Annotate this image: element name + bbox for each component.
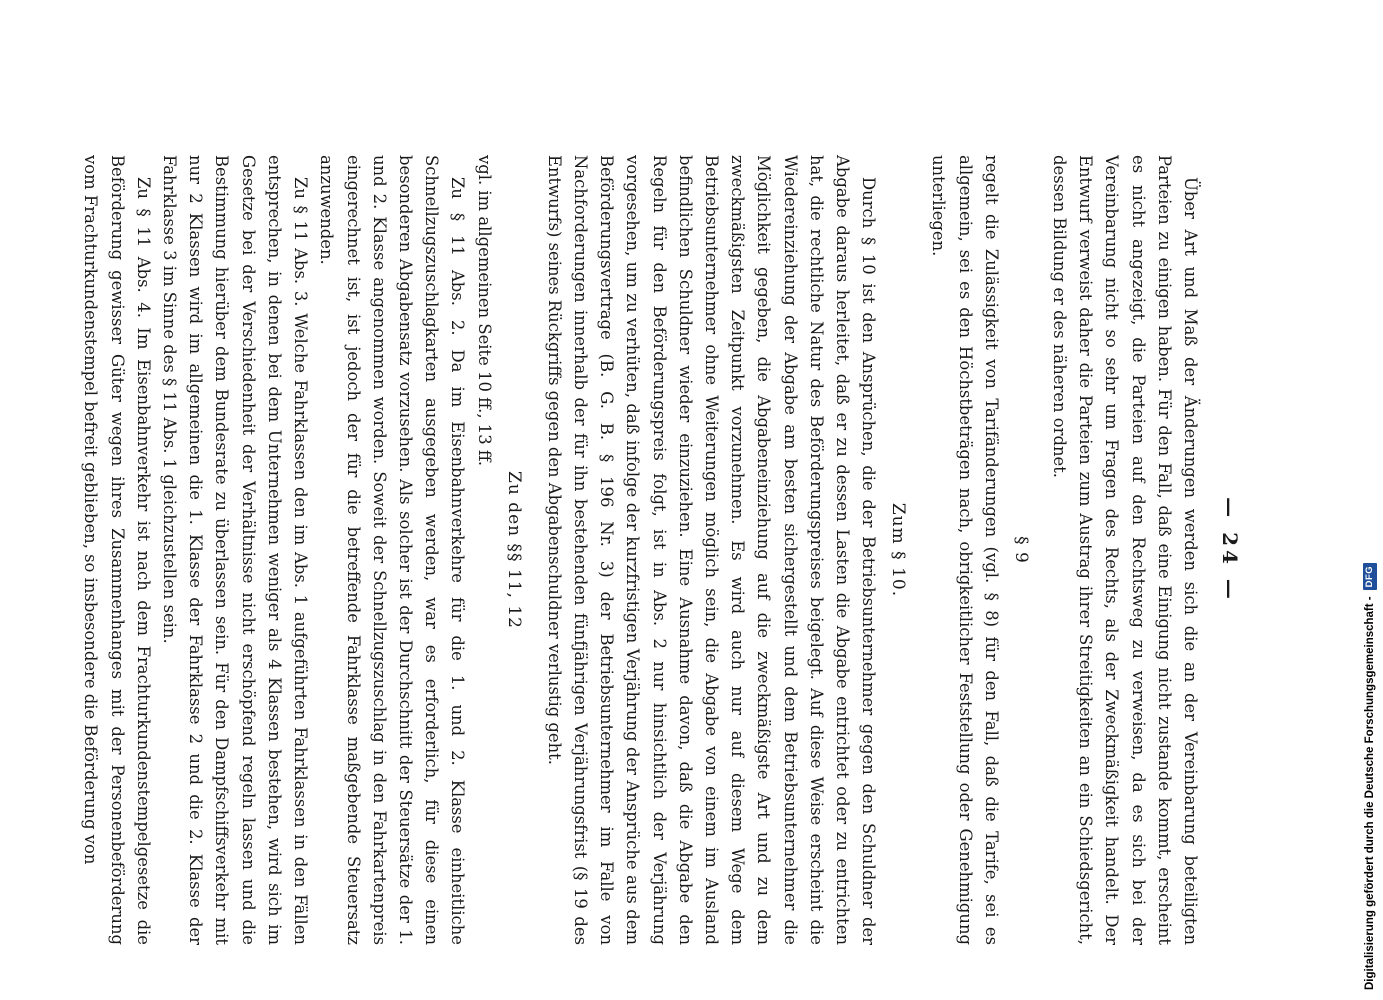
- paragraph-section-11-abs-2: Zu § 11 Abs. 2. Da im Eisenbahnverkehre für die 1. und 2. Klasse einheitliche Schnellzugszuschlagkarten ausgegeben werden, war es erforderlich, für diese einen besonderen Abgabensatz vorzusehen. Als solcher ist der Durchschnitt der Steuersätze der 1. und 2. Klasse angenommen worden. Soweit der Schnellzugszuschlag in den Fahrkartenpreis eingerechnet ist, ist jedoch der für die betreffende Fahrklasse maßgebende Steuersatz anzuwenden.: [317, 155, 468, 945]
- paragraph-section-9: regelt die Zulässigkeit von Tarifänderungen (vgl. § 8) für den Fall, daß die Tarife, sei es allgemein, sei es den Höchstbeträgen nach, obrigkeitlicher Feststellung oder Genehmigung unterliegen.: [929, 155, 1001, 945]
- digitization-credit: [1360, 10, 1380, 990]
- paragraph-reference: vgl. im allgemeinen Seite 10 ff., 13 ff.: [474, 155, 494, 467]
- document-page: [81, 155, 1245, 945]
- section-heading-10: Zum § 10.: [888, 502, 909, 598]
- paragraph-changes-agreement: Über Art und Maß der Änderungen werden sich die an der Vereinbarung beteiligten Parteien zu einigen haben. Für den Fall, daß eine Einigung nicht zustande kommt, erscheint es nicht angezeigt, die Parteien auf den Rechtsweg zu verweisen, da es sich bei der Vereinbarung nicht so sehr um Fragen des Rechts, als der Zweckmäßigkeit handelt. Der Entwurf verweist daher die Parteien zum Austrag ihrer Streitigkeiten an ein Schiedsgericht, dessen Bildung er des näheren ordnet.: [1049, 155, 1200, 945]
- paragraph-section-10: Durch § 10 ist den Ansprüchen, die der Betriebsunternehmer gegen den Schuldner der Abgabe daraus herleitet, daß er zu dessen Lasten die Abgabe entrichtet oder zu entrichten hat, die rechtliche Natur des Beförderungspreises beigelegt. Auf diese Weise erscheint die Wiedereinziehung der Abgabe am besten sichergestellt und dem Betriebsunternehmer die Möglichkeit gegeben, die Abgabeneinziehung auf die zweckmäßigste Art und zu dem zweckmäßigsten Zeitpunkt vorzunehmen. Es wird auch nur auf diesem Wege dem Betriebsunternehmer ohne Weiterungen möglich sein, die Abgabe von einem im Ausland befindlichen Schuldner wieder einzuziehen. Eine Ausnahme davon, daß die Abgabe den Regeln für den Beförderungspreis folgt, ist in Abs. 2 nur hinsichtlich der Verjährung vorgesehen, um zu verhüten, daß infolge der kurzfristigen Verjährung der Ansprüche aus dem Beförderungsvertrage (B. G. B. § 196 Nr. 3) der Betriebsunternehmer im Falle von Nachforderungen innerhalb der für ihn bestehenden fünfjährigen Verjährungsfrist (§ 19 des Entwurfs) seines Rückgriffs gegen den Abgabenschuldner verlustig geht.: [544, 155, 879, 945]
- section-heading-9: § 9: [1010, 536, 1031, 564]
- paragraph-section-11-abs-4: Zu § 11 Abs. 4. Im Eisenbahnverkehr ist nach dem Frachturkundenstempelgesetze die Beförderung gewisser Güter wegen ihres Zusammenhanges mit der Personenbeförderung vom Frachturkundenstempel befreit geblieben, so insbesondere die Beförderung von: [81, 155, 153, 945]
- digitization-credit-text: Digitalisierung gefördert durch die Deutsche Forschungsgemeinschaft -: [1364, 596, 1376, 990]
- dfg-logo-icon: DFG: [1363, 563, 1377, 591]
- section-heading-11-12: Zu den §§ 11, 12: [503, 471, 524, 629]
- page-number: — 24 —: [1218, 497, 1242, 603]
- paragraph-section-11-abs-3: Zu § 11 Abs. 3. Welche Fahrklassen den im Abs. 1 aufgeführten Fahrklassen in den Fällen entsprechen, in denen bei dem Unternehmen weniger als 4 Klassen bestehen, wird sich im Gesetze bei der Verschiedenheit der Verhältnisse nicht erschöpfend regeln lassen und die Bestimmung hierüber dem Bundesrate zu überlassen sein. Für den Dampfschiffsverkehr mit nur 2 Klassen wird im allgemeinen die 1. Klasse der Fahrklasse 2 und die 2. Klasse der Fahrklasse 3 im Sinne des § 11 Abs. 1 gleichzustellen sein.: [160, 155, 311, 945]
